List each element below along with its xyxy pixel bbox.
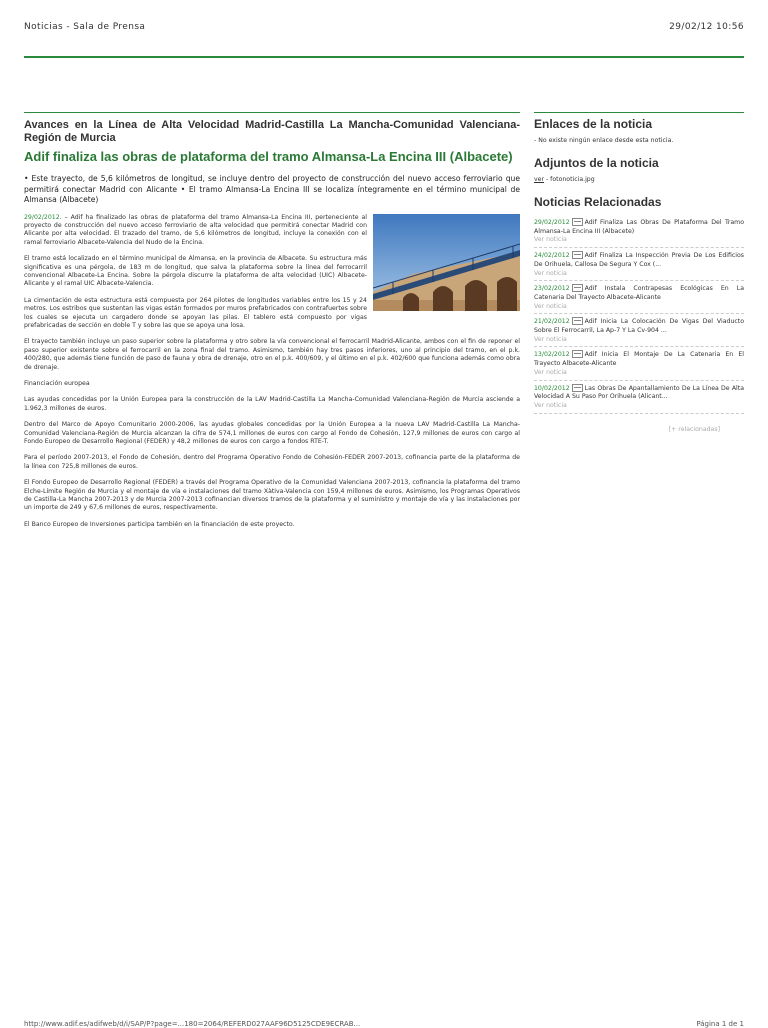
print-header (24, 22, 744, 36)
related-date: 29/02/2012 (534, 219, 570, 226)
article-lead: • Este trayecto, de 5,6 kilómetros de longitud, se incluye dentro del proyecto de construcción del nuevo acceso ferroviario que permitirá conectar Madrid con Alicante • El tramo Almansa-La Encina III se localiza íntegramente en el término municipal de Almansa (Albacete) (24, 174, 520, 204)
footer-url: http://www.adif.es/adifweb/d/i/SAP/P?page=...180=2064/REFERD027AAF96D5125CDE9ECRAB... (24, 1020, 361, 1028)
related-title[interactable]: Adif Inicia La Colocación De Vigas Del Viaducto Sobre El Ferrocarril, La Ap-7 Y La Cv-904 ... (534, 318, 744, 335)
document-icon (572, 218, 583, 226)
article-paragraph-3: La cimentación de esta estructura está compuesta por 264 pilotes de longitudes variables entre los 15 y 24 metros. Los estribos que sustentan las vigas están formados por muros prefabricados con contrafuertes sobre los cuales se ejecuta un cargadero donde se apoyan las pilas. El tablero está compuesto por vigas prefabricadas de sección en doble T y sobre las que se apoya una losa. (24, 296, 367, 329)
links-empty-text: - No existe ningún enlace desde esta noticia. (534, 137, 674, 144)
article-paragraph-9: El Fondo Europeo de Desarrollo Regional (FEDER) a través del Programa Operativo de la Comunidad Valenciana 2007-2013, cofinancia la plataforma del tramo Elche-Límite Región de Murcia y el montaje de vía e instalaciones del tramo Xàtiva-Valencia con 159,4 millones de euros. Asimismo, los Programas Operativos de Castilla-La Mancha 2007-2013 y de Murcia 2007-2013 cofinancian diversos tramos de la plataforma y el suministro y montaje de vía y las instalaciones por un importe de 249 y 67,6 millones de euros, respectivamente. (24, 479, 520, 512)
article-kicker: Avances en la Línea de Alta Velocidad Madrid-Castilla La Mancha-Comunidad Valenciana-Región de Murcia (24, 119, 520, 144)
related-more-link[interactable]: Ver noticia (534, 302, 567, 310)
article-paragraph-4: El trayecto también incluye un paso superior sobre la plataforma y otro sobre la vía convencional el ferrocarril Madrid-Alicante, ambos con el fin de reponer el paso superior existente sobre el ferrocarril en la zona final del tramo. Asimismo, también hay tres pasos inferiores, uno al principio del tramo, en el p.k. 400/280, que además tiene función de paso de fauna y obra de drenaje, otro en el p.k. 400/609, y el último en el p.k. 402/600 que funciona además como obra de drenaje. (24, 338, 520, 371)
related-more-link[interactable]: Ver noticia (534, 236, 567, 244)
bridge-photo-image (373, 214, 520, 311)
article-photo (373, 214, 520, 311)
article-title: Adif finaliza las obras de plataforma del tramo Almansa-La Encina III (Albacete) (24, 149, 513, 164)
related-date: 24/02/2012 (534, 252, 570, 260)
header-title: Noticias - Sala de Prensa (24, 22, 146, 32)
attachment-item (534, 176, 744, 183)
article-paragraph-6: Las ayudas concedidas por la Unión Europea para la construcción de la LAV Madrid-Castilla La Mancha-Comunidad Valenciana-Región de Murcia asciende a 1.962,3 millones de euros. (24, 396, 520, 412)
print-footer (24, 1020, 744, 1028)
related-item[interactable] (534, 381, 744, 414)
article-rule (24, 112, 520, 113)
more-related-link[interactable]: [+ relacionadas] (668, 425, 720, 433)
related-title[interactable]: Adif Instala Contrapesas Ecológicas En La Catenaria Del Trayecto Albacete-Alicante (534, 285, 744, 301)
article-paragraph-10: El Banco Europeo de Inversiones participa también en la financiación de este proyecto. (24, 520, 295, 528)
attachment-filename: - fotonoticia.jpg (544, 176, 595, 183)
article (24, 112, 520, 537)
document-icon (572, 251, 583, 259)
related-date: 10/02/2012 (534, 384, 570, 392)
related-more-link[interactable]: Ver noticia (534, 368, 567, 376)
article-paragraph-2: El tramo está localizado en el término municipal de Almansa, en la provincia de Albacete. Su estructura más significativa es una pérgola, de 183 m de longitud, que salva la plataforma sobre la línea del ferrocarril convencional Albacete-La Encina. Sobre la pérgola discurre la plataforma de alta velocidad (UIC) Albacete-Alicante y el ramal UIC Albacete-Valencia. (24, 255, 367, 288)
article-paragraph-7: Dentro del Marco de Apoyo Comunitario 2000-2006, las ayudas globales concedidas por la Unión Europea a la nueva LAV Madrid-Castilla La Mancha-Comunidad Valenciana-Región de Murcia alcanzan la cifra de 574,1 millones de euros con cargo al Fondo de Cohesión, 127,9 millones de euros con cargo al Fondo Europeo de Desarrollo Regional (FEDER) y 48,2 millones de euros con cargo a fondos RTE-T. (24, 421, 520, 446)
article-paragraph-8: Para el período 2007-2013, el Fondo de Cohesión, dentro del Programa Operativo Fondo de Cohesión-FEDER 2007-2013, cofinancia parte de la plataforma de la línea con 725,8 millones de euros. (24, 454, 520, 470)
related-heading: Noticias Relacionadas (534, 195, 662, 209)
related-item[interactable] (534, 215, 744, 248)
header-datetime: 29/02/12 10:56 (669, 22, 744, 32)
related-more-link[interactable]: Ver noticia (534, 269, 567, 277)
related-title[interactable]: Las Obras De Apantallamiento De La Línea De Alta Velocidad A Su Paso Por Orihuela (Alicant... (534, 384, 744, 401)
related-item[interactable] (534, 314, 744, 347)
related-more-link[interactable]: Ver noticia (534, 401, 567, 409)
footer-page-number: Página 1 de 1 (696, 1020, 744, 1028)
document-icon (572, 384, 583, 392)
attachments-heading: Adjuntos de la noticia (534, 156, 659, 170)
related-item[interactable] (534, 347, 744, 380)
related-item[interactable] (534, 281, 744, 314)
related-list (534, 215, 744, 414)
related-date: 23/02/2012 (534, 285, 570, 293)
attachment-view-link[interactable]: ver (534, 176, 545, 183)
article-body (24, 214, 520, 530)
related-item[interactable] (534, 248, 744, 281)
document-icon (572, 317, 583, 325)
related-date: 21/02/2012 (534, 318, 570, 326)
article-date: 29/02/2012. (24, 213, 62, 221)
top-divider (24, 56, 744, 58)
links-heading: Enlaces de la noticia (534, 117, 653, 131)
related-title[interactable]: Adif Finaliza La Inspección Previa De Los Edificios De Orihuela, Callosa De Segura Y Cox (... (534, 252, 744, 268)
sidebar-rule (534, 112, 744, 113)
sidebar (534, 112, 744, 433)
document-icon (572, 350, 583, 358)
related-date: 13/02/2012 (534, 351, 570, 359)
document-icon (572, 284, 583, 292)
related-title[interactable]: Adif Finaliza Las Obras De Plataforma Del Tramo Almansa-La Encina III (Albacete) (534, 219, 744, 235)
related-title[interactable]: Adif Inicia El Montaje De La Catenaria En El Trayecto Albacete-Alicante (534, 351, 744, 368)
article-paragraph-1-text: – Adif ha finalizado las obras de plataforma del tramo Almansa-La Encina III, perteneciente al proyecto de construcción del nuevo acceso ferroviario de alta velocidad que permitirá conectar Madrid con Alicante por alta velocidad. El trazado del tramo, de 5,6 kilómetros de longitud, incluye la conexión con el ramal ferroviario Albacete-Valencia del Nudo de la Encina. (24, 213, 367, 246)
article-subheading: Financiación europea (24, 380, 90, 387)
related-more-link[interactable]: Ver noticia (534, 335, 567, 343)
